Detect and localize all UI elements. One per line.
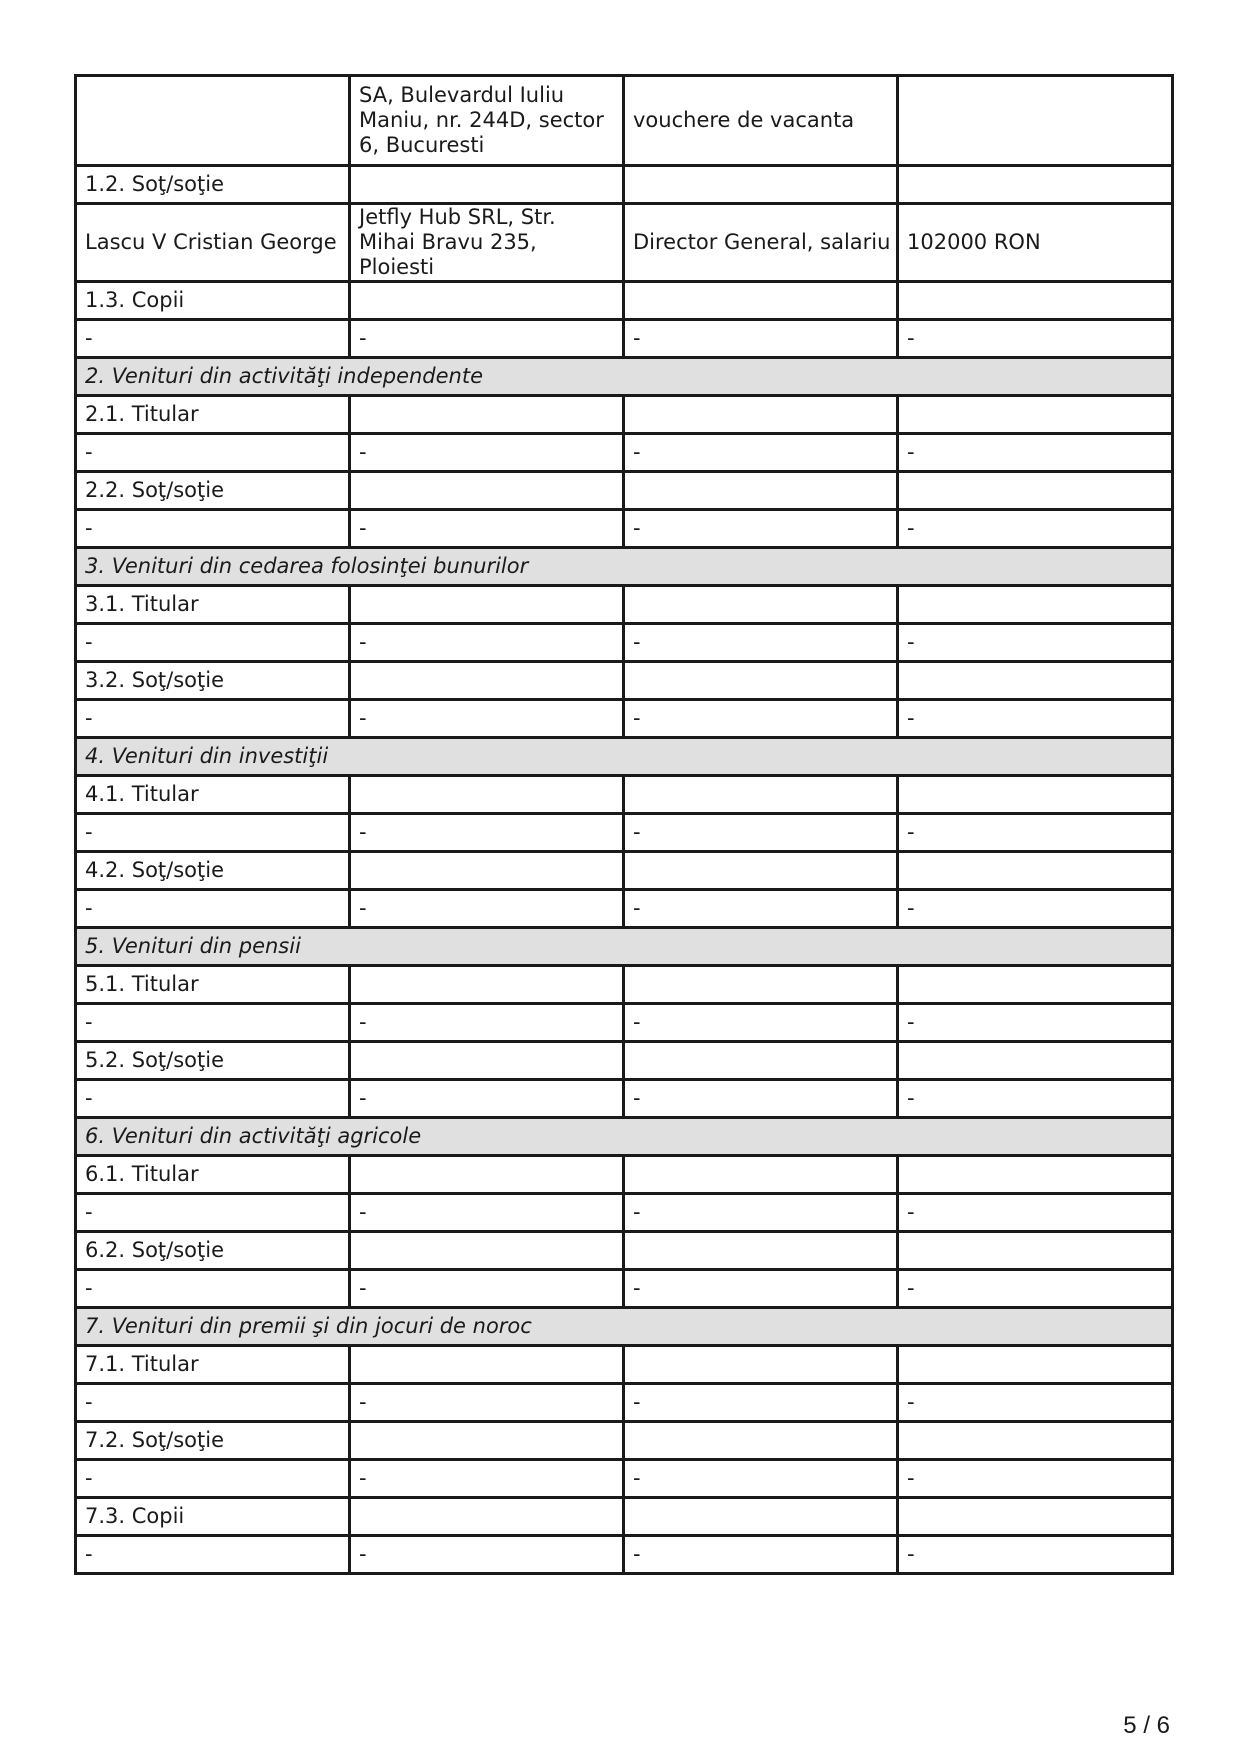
empty-cell — [624, 1232, 898, 1270]
empty-cell — [624, 396, 898, 434]
dash-cell: - — [350, 814, 624, 852]
empty-cell — [898, 1042, 1173, 1080]
dash-cell: - — [350, 1270, 624, 1308]
dash-cell: - — [76, 814, 350, 852]
section-header: 7. Venituri din premii şi din jocuri de noroc — [76, 1308, 1173, 1346]
dash-cell: - — [898, 814, 1173, 852]
dash-cell: - — [76, 1194, 350, 1232]
empty-cell — [350, 1042, 624, 1080]
dash-cell: - — [624, 1536, 898, 1574]
subsection-row — [76, 282, 1173, 320]
empty-cell — [350, 1156, 624, 1194]
subsection-label: 5.2. Soţ/soţie — [76, 1042, 350, 1080]
empty-cell — [350, 472, 624, 510]
dash-cell: - — [898, 510, 1173, 548]
dash-cell: - — [624, 510, 898, 548]
empty-cell — [898, 1498, 1173, 1536]
empty-entry-row — [76, 1270, 1173, 1308]
dash-cell: - — [624, 320, 898, 358]
subsection-label: 6.1. Titular — [76, 1156, 350, 1194]
empty-entry-row — [76, 1004, 1173, 1042]
subsection-row — [76, 472, 1173, 510]
dash-cell: - — [350, 1536, 624, 1574]
empty-cell — [350, 396, 624, 434]
dash-cell: - — [624, 1460, 898, 1498]
dash-cell: - — [624, 624, 898, 662]
dash-cell: - — [624, 1384, 898, 1422]
dash-cell: - — [624, 700, 898, 738]
subsection-label: 7.1. Titular — [76, 1346, 350, 1384]
empty-entry-row — [76, 1536, 1173, 1574]
page-number: 5 / 6 — [1123, 1712, 1170, 1739]
empty-cell — [624, 1422, 898, 1460]
empty-entry-row — [76, 1080, 1173, 1118]
section-header-row — [76, 358, 1173, 396]
dash-cell: - — [76, 320, 350, 358]
dash-cell: - — [898, 1460, 1173, 1498]
dash-cell: - — [898, 320, 1173, 358]
dash-cell: - — [76, 1384, 350, 1422]
subsection-label: 2.1. Titular — [76, 396, 350, 434]
empty-cell — [898, 472, 1173, 510]
empty-cell — [898, 1156, 1173, 1194]
empty-cell — [624, 1346, 898, 1384]
dash-cell: - — [898, 1080, 1173, 1118]
subsection-row — [76, 396, 1173, 434]
dash-cell: - — [898, 624, 1173, 662]
dash-cell: - — [898, 890, 1173, 928]
dash-cell: - — [350, 1460, 624, 1498]
service-cell: vouchere de vacanta — [624, 76, 898, 166]
source-cell: SA, Bulevardul Iuliu Maniu, nr. 244D, sector 6, Bucuresti — [350, 76, 624, 166]
empty-entry-row — [76, 1460, 1173, 1498]
empty-cell — [350, 1498, 624, 1536]
dash-cell: - — [350, 624, 624, 662]
subsection-row — [76, 166, 1173, 204]
dash-cell: - — [898, 434, 1173, 472]
subsection-label: 2.2. Soţ/soţie — [76, 472, 350, 510]
dash-cell: - — [898, 700, 1173, 738]
empty-cell — [898, 166, 1173, 204]
empty-cell — [624, 166, 898, 204]
subsection-label: 7.3. Copii — [76, 1498, 350, 1536]
subsection-label: 1.3. Copii — [76, 282, 350, 320]
subsection-label: 7.2. Soţ/soţie — [76, 1422, 350, 1460]
empty-entry-row — [76, 890, 1173, 928]
dash-cell: - — [76, 700, 350, 738]
empty-cell — [624, 1042, 898, 1080]
dash-cell: - — [350, 1384, 624, 1422]
beneficiary-cell: Lascu V Cristian George — [76, 204, 350, 282]
section-header: 6. Venituri din activităţi agricole — [76, 1118, 1173, 1156]
dash-cell: - — [76, 434, 350, 472]
empty-cell — [350, 966, 624, 1004]
subsection-row — [76, 1498, 1173, 1536]
income-table-body — [76, 76, 1173, 1574]
dash-cell: - — [350, 700, 624, 738]
empty-entry-row — [76, 1384, 1173, 1422]
empty-cell — [898, 1232, 1173, 1270]
empty-cell — [350, 662, 624, 700]
table-row — [76, 76, 1173, 166]
empty-cell — [898, 1346, 1173, 1384]
amount-cell — [898, 76, 1173, 166]
dash-cell: - — [350, 1194, 624, 1232]
dash-cell: - — [624, 1194, 898, 1232]
dash-cell: - — [898, 1194, 1173, 1232]
empty-cell — [624, 282, 898, 320]
section-header-row — [76, 928, 1173, 966]
section-header: 3. Venituri din cedarea folosinţei bunurilor — [76, 548, 1173, 586]
empty-cell — [898, 776, 1173, 814]
dash-cell: - — [350, 1004, 624, 1042]
subsection-label: 6.2. Soţ/soţie — [76, 1232, 350, 1270]
section-header-row — [76, 548, 1173, 586]
subsection-row — [76, 1042, 1173, 1080]
empty-cell — [898, 852, 1173, 890]
section-header: 4. Venituri din investiţii — [76, 738, 1173, 776]
empty-cell — [350, 166, 624, 204]
subsection-label: 4.2. Soţ/soţie — [76, 852, 350, 890]
empty-cell — [898, 966, 1173, 1004]
empty-cell — [898, 396, 1173, 434]
dash-cell: - — [350, 434, 624, 472]
empty-cell — [350, 852, 624, 890]
dash-cell: - — [624, 1270, 898, 1308]
empty-cell — [624, 966, 898, 1004]
empty-entry-row — [76, 320, 1173, 358]
amount-cell: 102000 RON — [898, 204, 1173, 282]
dash-cell: - — [624, 1080, 898, 1118]
income-table — [74, 74, 1174, 1575]
dash-cell: - — [898, 1384, 1173, 1422]
dash-cell: - — [898, 1004, 1173, 1042]
empty-cell — [624, 472, 898, 510]
dash-cell: - — [624, 814, 898, 852]
dash-cell: - — [624, 890, 898, 928]
subsection-row — [76, 662, 1173, 700]
dash-cell: - — [898, 1536, 1173, 1574]
subsection-row — [76, 776, 1173, 814]
subsection-row — [76, 852, 1173, 890]
subsection-label: 3.1. Titular — [76, 586, 350, 624]
subsection-row — [76, 1346, 1173, 1384]
empty-cell — [898, 586, 1173, 624]
empty-entry-row — [76, 510, 1173, 548]
dash-cell: - — [76, 1536, 350, 1574]
section-header-row — [76, 1118, 1173, 1156]
dash-cell: - — [624, 1004, 898, 1042]
subsection-label: 3.2. Soţ/soţie — [76, 662, 350, 700]
empty-cell — [898, 662, 1173, 700]
section-header-row — [76, 738, 1173, 776]
service-cell: Director General, salariu — [624, 204, 898, 282]
subsection-row — [76, 1156, 1173, 1194]
empty-cell — [898, 282, 1173, 320]
source-cell: Jetfly Hub SRL, Str. Mihai Bravu 235, Ploiesti — [350, 204, 624, 282]
dash-cell: - — [76, 510, 350, 548]
subsection-label: 4.1. Titular — [76, 776, 350, 814]
empty-cell — [350, 586, 624, 624]
beneficiary-cell — [76, 76, 350, 166]
empty-cell — [624, 776, 898, 814]
subsection-row — [76, 1422, 1173, 1460]
dash-cell: - — [76, 1080, 350, 1118]
empty-cell — [624, 852, 898, 890]
empty-cell — [624, 1498, 898, 1536]
dash-cell: - — [76, 624, 350, 662]
subsection-row — [76, 966, 1173, 1004]
empty-cell — [624, 662, 898, 700]
subsection-row — [76, 586, 1173, 624]
dash-cell: - — [350, 320, 624, 358]
empty-entry-row — [76, 1194, 1173, 1232]
subsection-row — [76, 1232, 1173, 1270]
dash-cell: - — [76, 1460, 350, 1498]
section-header-row — [76, 1308, 1173, 1346]
dash-cell: - — [350, 510, 624, 548]
dash-cell: - — [76, 1004, 350, 1042]
empty-cell — [624, 586, 898, 624]
dash-cell: - — [350, 890, 624, 928]
empty-cell — [350, 1346, 624, 1384]
dash-cell: - — [350, 1080, 624, 1118]
table-row — [76, 204, 1173, 282]
empty-cell — [350, 282, 624, 320]
dash-cell: - — [76, 890, 350, 928]
subsection-label: 5.1. Titular — [76, 966, 350, 1004]
dash-cell: - — [898, 1270, 1173, 1308]
empty-cell — [898, 1422, 1173, 1460]
section-header: 5. Venituri din pensii — [76, 928, 1173, 966]
empty-entry-row — [76, 624, 1173, 662]
empty-entry-row — [76, 700, 1173, 738]
empty-entry-row — [76, 434, 1173, 472]
empty-entry-row — [76, 814, 1173, 852]
empty-cell — [350, 1422, 624, 1460]
dash-cell: - — [76, 1270, 350, 1308]
dash-cell: - — [624, 434, 898, 472]
empty-cell — [624, 1156, 898, 1194]
empty-cell — [350, 1232, 624, 1270]
section-header: 2. Venituri din activităţi independente — [76, 358, 1173, 396]
subsection-label: 1.2. Soţ/soţie — [76, 166, 350, 204]
empty-cell — [350, 776, 624, 814]
